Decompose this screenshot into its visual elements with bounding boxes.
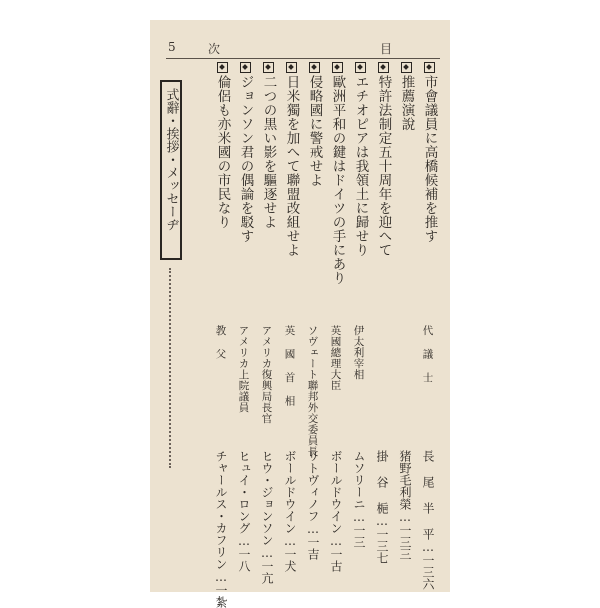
header-title-left: 次 (208, 42, 221, 56)
author-name: 掛 谷 梔…一三七 (375, 450, 389, 564)
author-name: 猪野毛利榮…一三三 (398, 450, 412, 560)
section-heading: 式辭・挨拶・メッセーヂ (160, 80, 182, 260)
diamond-bullet-icon (424, 62, 435, 73)
author-name: チャールス・カフリン…一紮 (214, 450, 228, 608)
page-number: 5 (168, 40, 176, 54)
diamond-bullet-icon (217, 62, 228, 73)
diamond-bullet-icon (240, 62, 251, 73)
toc-entry: 歐洲平和の鍵はドイツの手にあり (330, 62, 344, 285)
speaker-role: ソヴェート聯邦外交委員長 (306, 325, 319, 457)
author-name: ムソリーニ…一三 (352, 450, 366, 548)
diamond-bullet-icon (286, 62, 297, 73)
diamond-bullet-icon (355, 62, 366, 73)
author-name: 長 尾 半 平…一三六 (421, 450, 435, 590)
speaker-role: アメリカ復興局長官 (260, 325, 273, 424)
author-name: ボールドウイン…一犬 (283, 450, 297, 572)
header-title-right: 目 (380, 42, 393, 56)
toc-entry: 特許法制定五十周年を迎へて (376, 62, 390, 257)
speaker-role: 英 國 首 相 (283, 325, 296, 407)
speaker-role: 伊太利宰相 (352, 325, 365, 380)
header-rule (166, 58, 440, 59)
speaker-role: 代 議 士 (421, 325, 434, 383)
diamond-bullet-icon (263, 62, 274, 73)
speaker-role: アメリカ上院議員 (237, 325, 250, 413)
diamond-bullet-icon (332, 62, 343, 73)
dotted-leader (169, 268, 171, 468)
author-name: ヒュイ・ロング…一八 (237, 450, 251, 572)
speaker-role: 教 父 (214, 325, 227, 360)
toc-entry: 倫侶も亦米國の市民なり (215, 62, 229, 229)
toc-entry: エチオピアは我領土に歸せり (353, 62, 367, 257)
book-page (150, 20, 450, 608)
author-name: ヒウ・ジョンソン…一亢 (260, 450, 274, 584)
toc-entry: ジョンソン君の偶論を駁す (238, 62, 252, 243)
toc-entry: 侵略國に警戒せよ (307, 62, 321, 187)
toc-entry: 推薦演說 (399, 62, 413, 131)
speaker-role: 英國總理大臣 (329, 325, 342, 391)
diamond-bullet-icon (401, 62, 412, 73)
author-name: リトヴィノフ…一吉 (306, 450, 320, 560)
toc-entry: 二つの黒い影を驅逐せよ (261, 62, 275, 229)
toc-entry: 市會議員に高橋候補を推す (422, 62, 436, 243)
toc-entry: 日米獨を加へて聯盟改組せよ (284, 62, 298, 257)
diamond-bullet-icon (309, 62, 320, 73)
diamond-bullet-icon (378, 62, 389, 73)
author-name: ボールドウイン…一古 (329, 450, 343, 572)
